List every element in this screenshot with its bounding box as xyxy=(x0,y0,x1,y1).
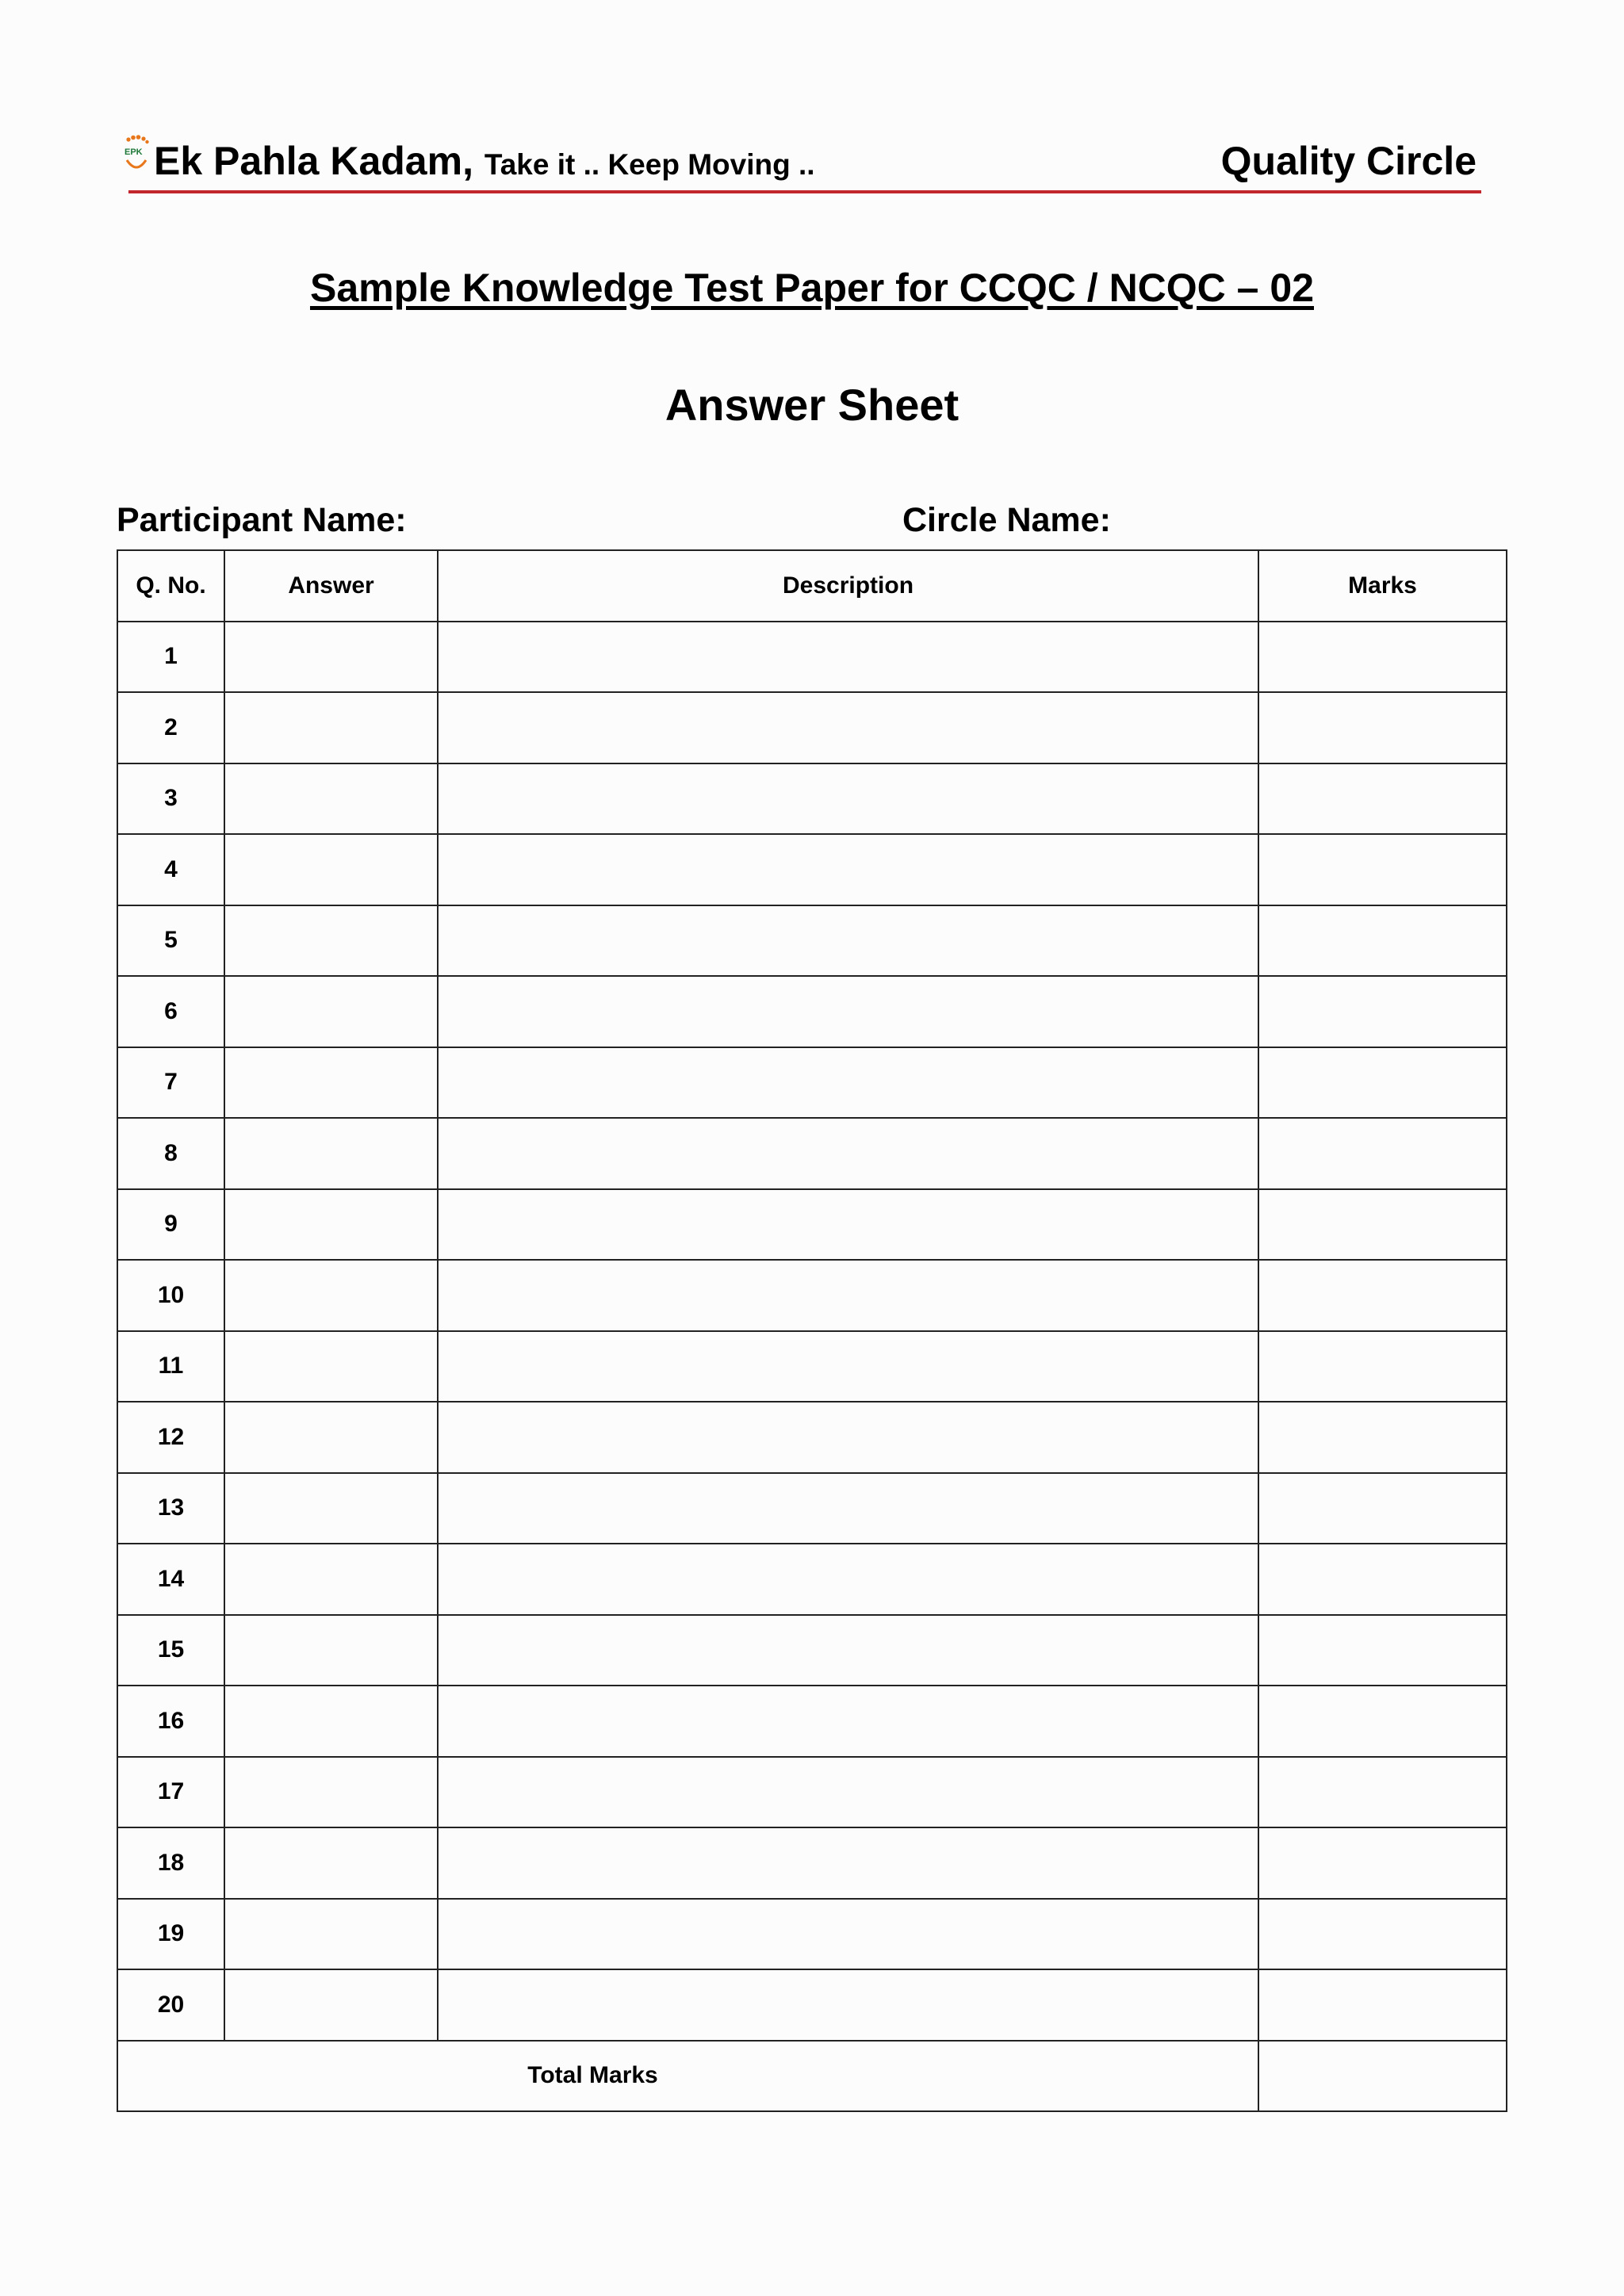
q-no-cell: 10 xyxy=(117,1260,224,1331)
section-name: Quality Circle xyxy=(1220,139,1477,183)
table-row xyxy=(117,622,1507,693)
table-row xyxy=(117,1969,1507,2041)
description-cell[interactable] xyxy=(438,1827,1258,1899)
answer-cell[interactable] xyxy=(224,1757,438,1828)
answer-cell[interactable] xyxy=(224,1189,438,1261)
marks-cell[interactable] xyxy=(1258,905,1507,977)
description-cell[interactable] xyxy=(438,1473,1258,1544)
sheet-title: Answer Sheet xyxy=(665,380,959,430)
q-no-cell: 13 xyxy=(117,1473,224,1544)
marks-cell[interactable] xyxy=(1258,692,1507,763)
description-cell[interactable] xyxy=(438,763,1258,835)
q-no-cell: 8 xyxy=(117,1118,224,1189)
participant-name-label: Participant Name: xyxy=(117,501,407,539)
answer-cell[interactable] xyxy=(224,1331,438,1402)
q-no-cell: 7 xyxy=(117,1047,224,1119)
table-row xyxy=(117,1402,1507,1473)
answer-cell[interactable] xyxy=(224,1615,438,1686)
answer-cell[interactable] xyxy=(224,763,438,835)
answer-cell[interactable] xyxy=(224,1544,438,1615)
total-marks-label: Total Marks xyxy=(117,2041,1258,2112)
table-row xyxy=(117,692,1507,763)
q-no-cell: 9 xyxy=(117,1189,224,1261)
table-row xyxy=(117,1047,1507,1119)
answer-cell[interactable] xyxy=(224,905,438,977)
q-no-cell: 16 xyxy=(117,1686,224,1757)
header-description: Description xyxy=(438,550,1258,622)
marks-cell[interactable] xyxy=(1258,763,1507,835)
answer-cell[interactable] xyxy=(224,1899,438,1970)
table-row xyxy=(117,1615,1507,1686)
description-cell[interactable] xyxy=(438,834,1258,905)
answer-cell[interactable] xyxy=(224,622,438,693)
marks-cell[interactable] xyxy=(1258,1969,1507,2041)
circle-name-label: Circle Name: xyxy=(902,501,1111,539)
table-row xyxy=(117,1189,1507,1261)
description-cell[interactable] xyxy=(438,976,1258,1047)
answer-cell[interactable] xyxy=(224,1686,438,1757)
answer-rows xyxy=(117,622,1507,2041)
table-row xyxy=(117,1473,1507,1544)
q-no-cell: 17 xyxy=(117,1757,224,1828)
table-row xyxy=(117,834,1507,905)
marks-cell[interactable] xyxy=(1258,1827,1507,1899)
marks-cell[interactable] xyxy=(1258,1189,1507,1261)
marks-cell[interactable] xyxy=(1258,1047,1507,1119)
table-row xyxy=(117,976,1507,1047)
answer-cell[interactable] xyxy=(224,976,438,1047)
description-cell[interactable] xyxy=(438,1757,1258,1828)
description-cell[interactable] xyxy=(438,1189,1258,1261)
answer-cell[interactable] xyxy=(224,834,438,905)
header-q-no: Q. No. xyxy=(117,550,224,622)
marks-cell[interactable] xyxy=(1258,1615,1507,1686)
q-no-cell: 18 xyxy=(117,1827,224,1899)
answer-cell[interactable] xyxy=(224,1402,438,1473)
q-no-cell: 15 xyxy=(117,1615,224,1686)
q-no-cell: 1 xyxy=(117,622,224,693)
header-marks: Marks xyxy=(1258,550,1507,622)
marks-cell[interactable] xyxy=(1258,1118,1507,1189)
marks-cell[interactable] xyxy=(1258,1473,1507,1544)
description-cell[interactable] xyxy=(438,1118,1258,1189)
epk-footprint-logo-icon xyxy=(122,135,151,176)
marks-cell[interactable] xyxy=(1258,834,1507,905)
q-no-cell: 5 xyxy=(117,905,224,977)
description-cell[interactable] xyxy=(438,1899,1258,1970)
brand-title: Ek Pahla Kadam, xyxy=(154,139,473,183)
marks-cell[interactable] xyxy=(1258,1757,1507,1828)
q-no-cell: 19 xyxy=(117,1899,224,1970)
q-no-cell: 2 xyxy=(117,692,224,763)
q-no-cell: 20 xyxy=(117,1969,224,2041)
paper-title: Sample Knowledge Test Paper for CCQC / NCQC – 02 xyxy=(309,266,1314,310)
q-no-cell: 3 xyxy=(117,763,224,835)
svg-text:EPK: EPK xyxy=(124,147,143,157)
marks-cell[interactable] xyxy=(1258,1544,1507,1615)
description-cell[interactable] xyxy=(438,1686,1258,1757)
header-answer: Answer xyxy=(224,550,438,622)
description-cell[interactable] xyxy=(438,1260,1258,1331)
description-cell[interactable] xyxy=(438,622,1258,693)
table-row xyxy=(117,1260,1507,1331)
marks-cell[interactable] xyxy=(1258,1899,1507,1970)
q-no-cell: 4 xyxy=(117,834,224,905)
table-row xyxy=(117,1544,1507,1615)
brand-name xyxy=(154,138,815,184)
table-row xyxy=(117,1331,1507,1402)
answer-cell[interactable] xyxy=(224,1827,438,1899)
table-row xyxy=(117,1118,1507,1189)
marks-cell[interactable] xyxy=(1258,976,1507,1047)
answer-cell[interactable] xyxy=(224,692,438,763)
q-no-cell: 14 xyxy=(117,1544,224,1615)
description-cell[interactable] xyxy=(438,1544,1258,1615)
marks-cell[interactable] xyxy=(1258,1331,1507,1402)
total-marks-cell[interactable] xyxy=(1258,2041,1507,2112)
description-cell[interactable] xyxy=(438,905,1258,977)
table-row xyxy=(117,905,1507,977)
table-row xyxy=(117,1827,1507,1899)
description-cell[interactable] xyxy=(438,1615,1258,1686)
marks-cell[interactable] xyxy=(1258,1402,1507,1473)
answer-cell[interactable] xyxy=(224,1047,438,1119)
marks-cell[interactable] xyxy=(1258,1686,1507,1757)
answer-cell[interactable] xyxy=(224,1118,438,1189)
q-no-cell: 12 xyxy=(117,1402,224,1473)
answer-table xyxy=(117,549,1507,2112)
header-divider xyxy=(128,190,1481,193)
description-cell[interactable] xyxy=(438,1402,1258,1473)
answer-cell[interactable] xyxy=(224,1260,438,1331)
description-cell[interactable] xyxy=(438,1331,1258,1402)
brand-tagline: Take it .. Keep Moving .. xyxy=(484,148,815,181)
answer-cell[interactable] xyxy=(224,1969,438,2041)
description-cell[interactable] xyxy=(438,1047,1258,1119)
table-header-row xyxy=(117,550,1507,622)
q-no-cell: 6 xyxy=(117,976,224,1047)
description-cell[interactable] xyxy=(438,692,1258,763)
total-marks-row xyxy=(117,2041,1507,2112)
q-no-cell: 11 xyxy=(117,1331,224,1402)
page-header xyxy=(119,125,1481,195)
table-row xyxy=(117,763,1507,835)
answer-cell[interactable] xyxy=(224,1473,438,1544)
description-cell[interactable] xyxy=(438,1969,1258,2041)
table-row xyxy=(117,1757,1507,1828)
marks-cell[interactable] xyxy=(1258,622,1507,693)
table-row xyxy=(117,1686,1507,1757)
table-row xyxy=(117,1899,1507,1970)
marks-cell[interactable] xyxy=(1258,1260,1507,1331)
